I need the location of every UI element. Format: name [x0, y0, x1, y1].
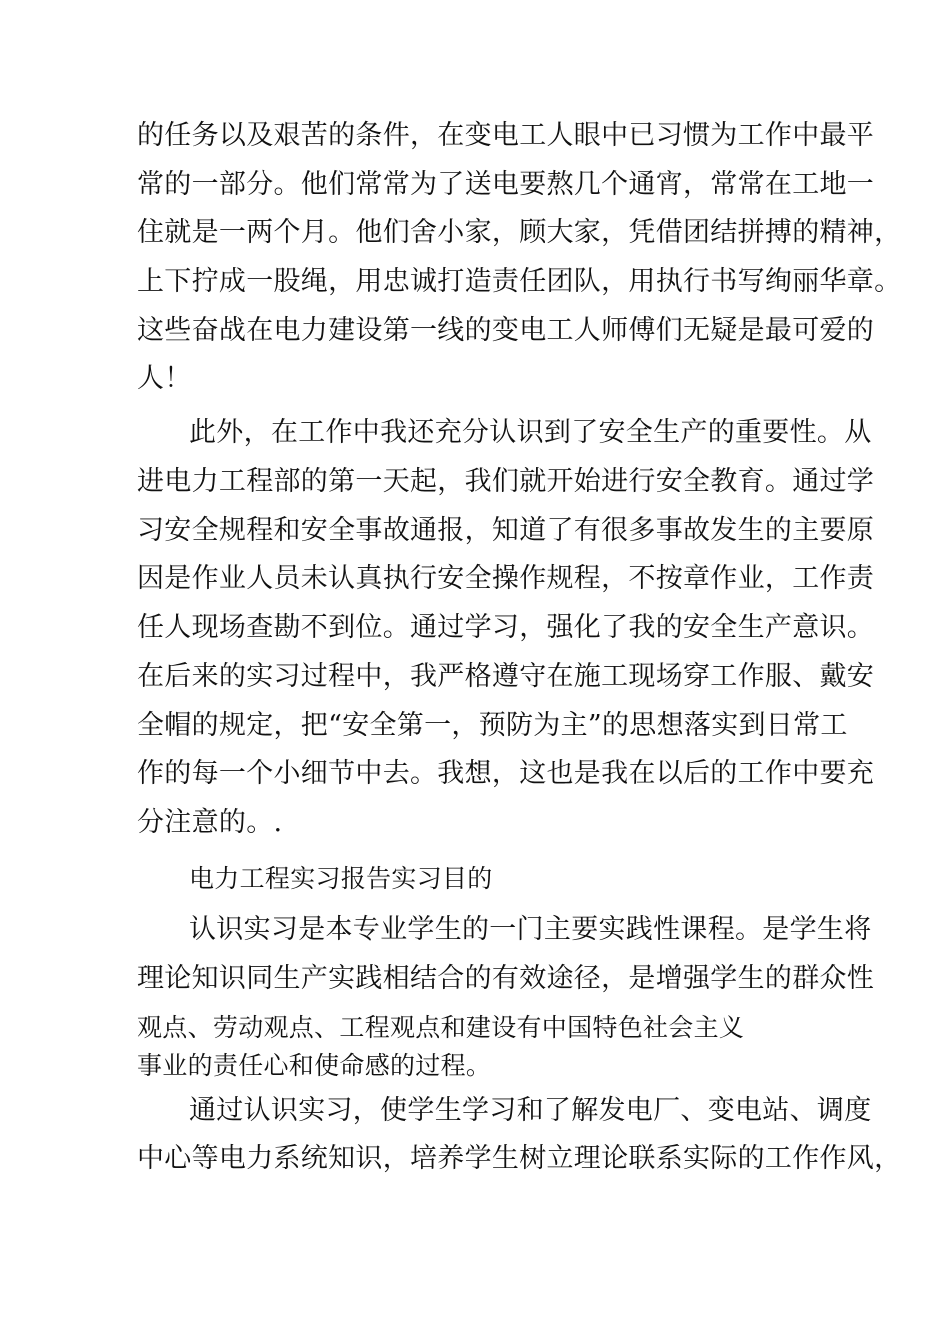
paragraph-first-line: 通过认识实习，使学生学习和了解发电厂、变电站、调度 [189, 1095, 872, 1126]
text-line: 因是作业人员未认真执行安全操作规程，不按章作业，工作责 [137, 563, 875, 594]
text-line: 在后来的实习过程中，我严格遵守在施工现场穿工作服、戴安 [137, 661, 875, 692]
text-line: 的任务以及艰苦的条件，在变电工人眼中已习惯为工作中最平 [137, 120, 875, 151]
text-line: 分注意的。. [137, 807, 283, 838]
text-line: 中心等电力系统知识，培养学生树立理论联系实际的工作作风， [137, 1143, 902, 1174]
text-line: 这些奋战在电力建设第一线的变电工人师傅们无疑是最可爱的 [137, 315, 875, 346]
text-line: 理论知识同生产实践相结合的有效途径，是增强学生的群众性 [137, 963, 875, 994]
text-line: 常的一部分。他们常常为了送电要熬几个通宵，常常在工地一 [137, 169, 875, 200]
text-line: 任人现场查勘不到位。通过学习，强化了我的安全生产意识。 [137, 612, 875, 643]
text-line: 事业的责任心和使命感的过程。 [137, 1051, 492, 1080]
text-line: 人！ [137, 363, 192, 394]
paragraph-first-line: 此外，在工作中我还充分认识到了安全生产的重要性。从 [189, 417, 872, 448]
text-line: 观点、劳动观点、工程观点和建设有中国特色社会主义 [137, 1013, 745, 1042]
section-heading: 电力工程实习报告实习目的 [189, 864, 493, 893]
text-line: 进电力工程部的第一天起，我们就开始进行安全教育。通过学 [137, 466, 875, 497]
paragraph-first-line: 认识实习是本专业学生的一门主要实践性课程。是学生将 [189, 914, 872, 945]
text-line: 全帽的规定，把“安全第一，预防为主”的思想落实到日常工 [137, 710, 848, 741]
text-line: 住就是一两个月。他们舍小家，顾大家，凭借团结拼搏的精神， [137, 217, 902, 248]
text-line: 上下拧成一股绳，用忠诚打造责任团队，用执行书写绚丽华章。 [137, 266, 902, 297]
text-line: 习安全规程和安全事故通报，知道了有很多事故发生的主要原 [137, 515, 875, 546]
text-line: 作的每一个小细节中去。我想，这也是我在以后的工作中要充 [137, 758, 875, 789]
